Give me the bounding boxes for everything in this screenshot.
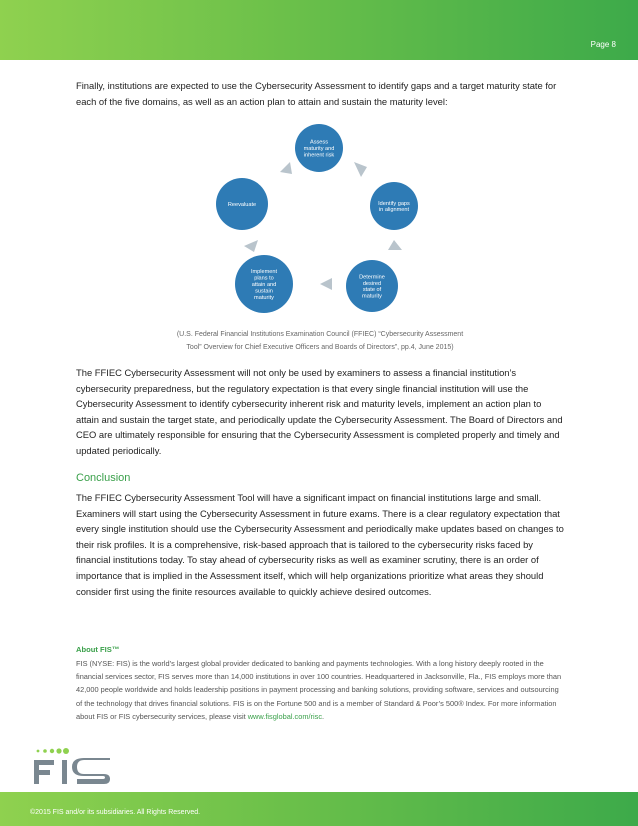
implement-plans-node-label: plans to [254,275,274,282]
fis-logo [32,746,122,788]
logo-letters [34,758,110,784]
logo-letter-shape [72,758,110,784]
implement-plans-node-label: attain and [251,282,277,288]
implement-plans-node-label: maturity [254,294,274,301]
caption-line-1: (U.S. Federal Financial Institutions Examination Council (FFIEC) “Cybersecurity Assessment [176,331,464,338]
logo-dot [50,749,54,753]
arrow-determine-to-implement [320,278,332,290]
arrow-implement-to-reevaluate [244,240,258,252]
determine-state-node-label: maturity [362,293,382,300]
determine-state-node-label: desired [362,280,382,287]
caption-line-2: Tool” Overview for Chief Executive Officers and Boards of Directors”, pp.4, June 2015) [186,343,454,351]
about-tail: . [322,711,325,721]
figure-caption [140,329,500,354]
logo-dot [63,748,69,754]
assess-node-label: maturity and [303,146,335,152]
determine-state-node-label: state of [362,287,382,294]
fis-website-link[interactable]: www.fisglobal.com/risc [247,711,323,721]
about-heading: About FIS™ [76,645,120,654]
implement-plans-node-label: Implement [250,269,278,276]
identify-gaps-node-label: Identify gaps [378,200,410,207]
logo-dot [37,750,40,753]
logo-letter-shape [34,770,50,775]
maturity-cycle-diagram [214,122,424,320]
page-number: Page 8 [590,40,616,49]
about-paragraph [76,657,566,723]
identify-gaps-node-label: in alignment [378,207,410,214]
assess-node-label: Assess [309,139,329,146]
reevaluate-node-label: Reevaluate [227,202,257,208]
implement-plans-node-label: sustain [255,288,273,295]
arrow-identify-to-determine [388,240,402,250]
copyright-text: ©2015 FIS and/or its subsidiaries. All Rights Reserved. [30,809,201,816]
assess-node-label: inherent risk [303,152,335,159]
arrow-assess-to-identify [354,162,367,177]
ffiec-paragraph: The FFIEC Cybersecurity Assessment will not only be used by examiners to assess a financial institution’s cybersecurity preparedness, but the regulatory expectation is that every single financial institution will use the Cybersecurity Assessment to identify cybersecurity inherent risk and maturity levels, implement an action plan to attain and sustain the target state, and periodically update the Cybersecurity Assessment. The Board of Directors and CEO are ultimately responsible for ensuring that the Cybersecurity Assessment is completed properly and timely and updated periodically. [76,367,563,456]
logo-letter-shape [62,760,67,784]
cycle-nodes [216,124,418,313]
logo-dot [43,749,47,753]
conclusion-paragraph: The FFIEC Cybersecurity Assessment Tool will have a significant impact on financial institutions large and small. Examiners will start using the Cybersecurity Assessment in future exams. There is a clear regulatory expectation that every single institution should use the Cybersecurity Assessment and periodically make updates based on changes to their risk profiles. It is a comprehensive, risk-based approach that is tailored to the cybersecurity risks faced by financial institutions today. To stay ahead of cybersecurity risks as well as examiner scrutiny, there is an order of importance that is implied in the Assessment itself, which will help organizations prioritize what areas they should consider first using the finite resources available to quickly achieve desired outcomes. [76,492,564,597]
intro-paragraph: Finally, institutions are expected to use the Cybersecurity Assessment to identify gaps and a target maturity state for each of the five domains, as well as an action plan to attain and sustain the maturity level: [76,80,557,107]
about-body-text: FIS (NYSE: FIS) is the world’s largest global provider dedicated to banking and payments technologies. With a long history deeply rooted in the financial services sector, FIS serves more than 14,000 institutions in over 100 countries. Headquartered in Jacksonville, Fla., FIS employs more than 42,000 people worldwide and holds leadership positions in payment processing and banking solutions, providing software, services and outsourcing of the technology that drives financial solutions. FIS is on the Fortune 500 and is a member of Standard & Poor’s 500® Index. For more information about FIS or FIS cybersecurity services, please visit [76,659,562,721]
logo-letter-shape [34,760,54,765]
logo-dot [56,748,61,753]
arrow-reevaluate-to-assess [280,162,292,174]
conclusion-heading: Conclusion [76,472,131,484]
header-band [0,0,638,60]
determine-state-node-label: Determine [359,274,385,281]
logo-dots [37,748,69,754]
